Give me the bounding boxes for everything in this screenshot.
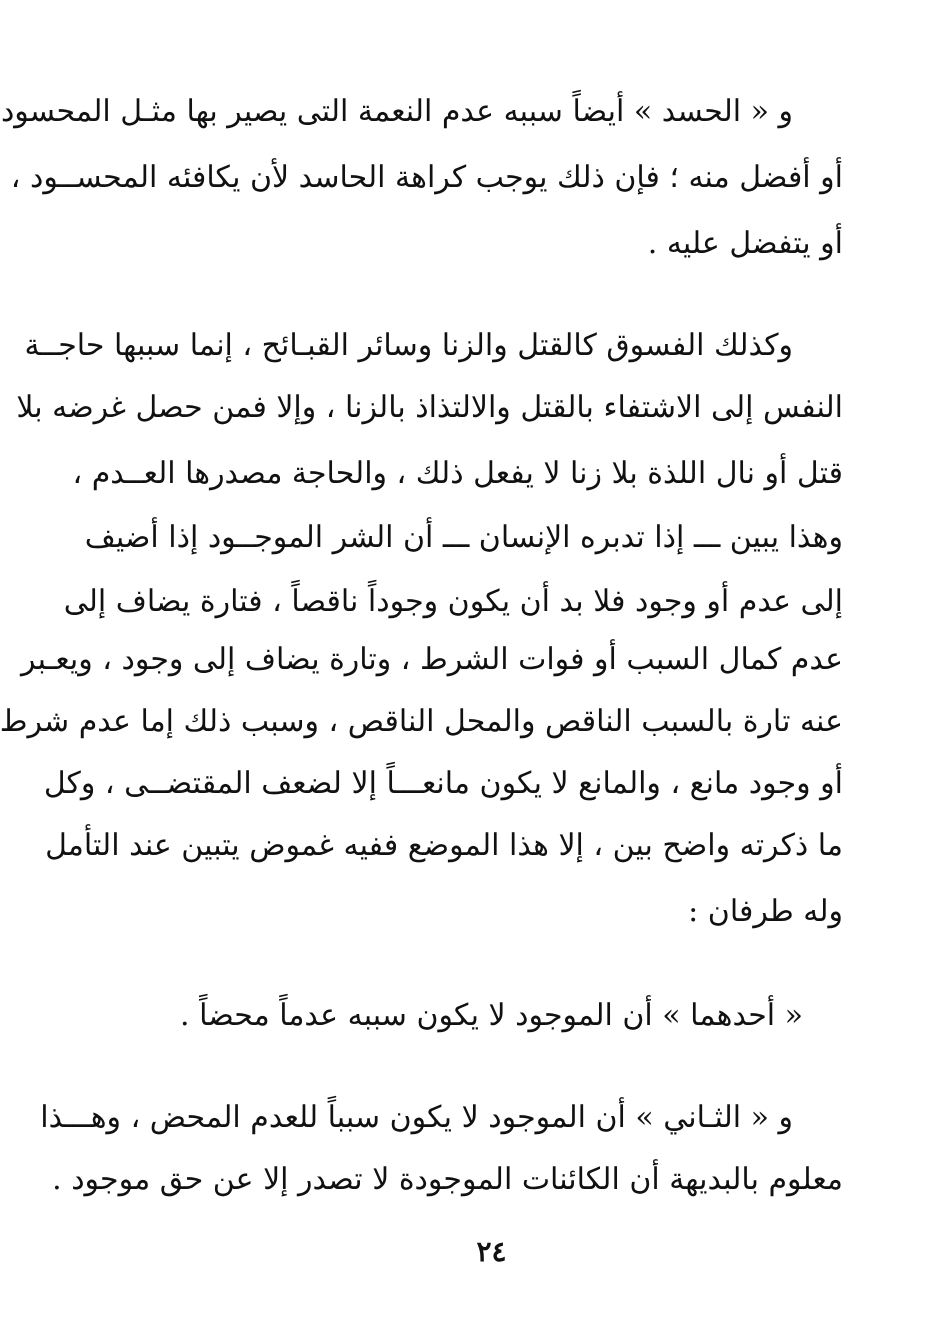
text-line: أو يتفضل عليه . <box>647 226 843 261</box>
text-line: و « الثـاني » أن الموجود لا يكون سبباً للعدم المحض ، وهـــذا <box>40 1100 793 1135</box>
text-line: أو وجود مانع ، والمانع لا يكون مانعـــاً إلا لضعف المقتضــى ، وكل <box>43 766 843 801</box>
text-line: وكذلك الفسوق كالقتل والزنا وسائر القبـائح ، إنما سببها حاجــة <box>24 328 793 363</box>
text-line: النفس إلى الاشتفاء بالقتل والالتذاذ بالزنا ، وإلا فمن حصل غرضه بلا <box>16 390 843 425</box>
text-line: قتل أو نال اللذة بلا زنا لا يفعل ذلك ، والحاجة مصدرها العــدم ، <box>72 456 843 491</box>
text-line: أو أفضل منه ؛ فإن ذلك يوجب كراهة الحاسد لأن يكافئه المحســود ، <box>10 160 843 195</box>
text-line: و « الحسد » أيضاً سببه عدم النعمة التى يصير بها مثـل المحسود <box>0 94 793 129</box>
text-line: إلى عدم أو وجود فلا بد أن يكون وجوداً ناقصاً ، فتارة يضاف إلى <box>63 584 843 619</box>
text-line: ما ذكرته واضح بين ، إلا هذا الموضع ففيه غموض يتبين عند التأمل <box>45 828 843 863</box>
text-line: عدم كمال السبب أو فوات الشرط ، وتارة يضاف إلى وجود ، ويعـبر <box>21 642 843 677</box>
text-line: « أحدهما » أن الموجود لا يكون سببه عدماً محضاً . <box>180 998 803 1033</box>
page-number: ٢٤ <box>476 1235 507 1268</box>
text-line: وهذا يبين ـــ إذا تدبره الإنسان ـــ أن الشر الموجــود إذا أضيف <box>84 520 843 555</box>
text-line: وله طرفان : <box>688 894 843 929</box>
text-line: عنه تارة بالسبب الناقص والمحل الناقص ، وسبب ذلك إما عدم شرط <box>0 704 843 739</box>
text-line: معلوم بالبديهة أن الكائنات الموجودة لا تصدر إلا عن حق موجود . <box>52 1162 843 1197</box>
